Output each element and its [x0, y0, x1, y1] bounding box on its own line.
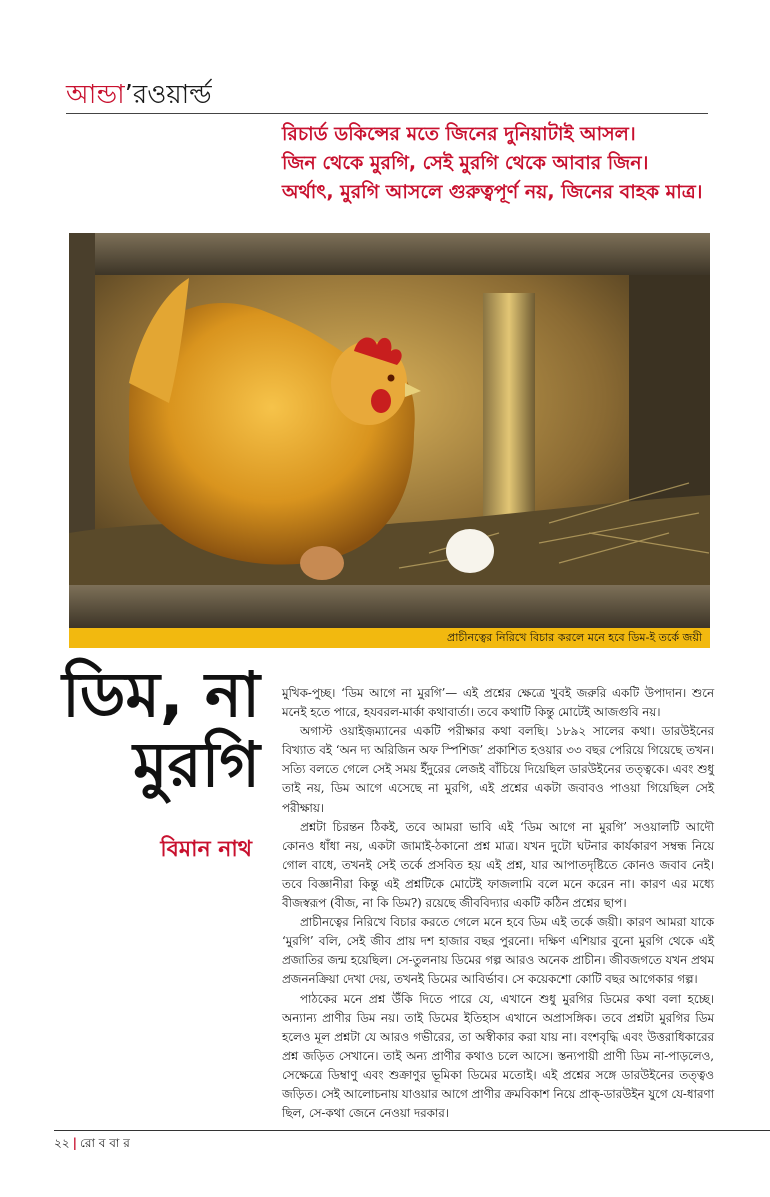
article-paragraph: প্রশ্নটা চিরন্তন ঠিকই, তবে আমরা ভাবি এই ‘ডিম আগে না মুরগি’ সওয়ালটি আদৌ কোনও ধাঁধা নয়, একটা জামাই-ঠকানো প্রশ্ন মাত্র। যখন দুটো ঘটনার কার্যকারণ সম্বন্ধ নিয়ে গোল বাধে, তখনই সেই তর্কে প্রসবিত হয় এই প্রশ্ন, যার আপাতদৃষ্টিতে কোনও জবাব নেই। তবে বিজ্ঞানীরা কিন্তু এই প্রশ্নটিকে মোটেই ফাজলামি বলে মনে করেন না। কারণ এর মধ্যে বীজস্বরূপ (বীজ, না কি ডিম?) রয়েছে জীববিদ্যার একটি কঠিন প্রশ্নের ছাপ। — [282, 819, 714, 911]
page-number: ২২ — [54, 1136, 70, 1150]
article-paragraph: অগাস্ট ওয়াইজ়ম্যানের একটি পরীক্ষার কথা বলছি। ১৮৯২ সালের কথা। ডারউইনের বিখ্যাত বই ‘অন দ্য অরিজিন অফ স্পিশিজ’ প্রকাশিত হওয়ার ৩৩ বছর পেরিয়ে গিয়েছে তখন। সত্যি বলতে গেলে সেই সময় ইঁদুরের লেজই বাঁচিয়ে দিয়েছিল ডারউইনের তত্ত্বকে। এবং শুধু তাই নয়, ডিম আগে এসেছে না মুরগি, এই প্রশ্নের একটা জবাবও পাওয়া গিয়েছিল সেই পরীক্ষায়। — [282, 724, 714, 815]
pull-quote-line: জিন থেকে মুরগি, সেই মুরগি থেকে আবার জিন। — [282, 152, 649, 174]
article-paragraph: পাঠকের মনে প্রশ্ন উঁকি দিতে পারে যে, এখানে শুধু মুরগির ডিমের কথা বলা হচ্ছে। অন্যান্য প্রাণীর ডিম নয়। তাই ডিমের ইতিহাস এখানে অপ্রাসঙ্গিক। তবে প্রশ্নটা মুরগির ডিম হলেও মূল প্রশ্নটা যে আরও গভীরের, তা অস্বীকার করা যায় না। বংশবৃদ্ধি এবং উত্তরাধিকারের প্রশ্ন জড়িত সেখানে। তাই অন্য প্রাণীর কথাও চলে আসে। স্তন্যপায়ী প্রাণী ডিম না-পাড়লেও, সেক্ষেত্রে ডিম্বাণু এবং শুক্রাণুর ভূমিকা ডিমের মতোই। এই প্রশ্নের সঙ্গে ডারউইনের তত্ত্বও জড়িত। সেই আলোচনায় যাওয়ার আগে প্রাণীর ক্রমবিকাশ নিয়ে প্রাক্-ডারউইন যুগে যে-ধারণা ছিল, সে-কথা জেনে নেওয়া দরকার। — [282, 991, 714, 1121]
pull-quote-line: রিচার্ড ডকিন্সের মতে জিনের দুনিয়াটাই আসল। — [282, 123, 636, 145]
hen-photo — [69, 233, 710, 628]
article-paragraph: প্রাচীনত্বের নিরিখে বিচার করতে গেলে মনে হবে ডিম এই তর্কে জয়ী। কারণ আমরা যাকে ‘মুরগি’ বলি, সেই জীব প্রায় দশ হাজার বছর পুরনো। দক্ষিণ এশিয়ার বুনো মুরগি থেকে এই প্রজাতির জন্ম হয়েছিল। সে-তুলনায় ডিমের গল্প আরও অনেক প্রাচীন। জীবজগতে যখন প্রথম প্রজননক্রিয়া দেখা দেয়, তখনই ডিমের আবির্ভাব। সে কয়েকশো কোটি বছর আগেকার গল্প। — [282, 915, 714, 987]
caption-bar — [69, 628, 710, 648]
pull-quote — [282, 120, 722, 207]
pull-quote-line: অর্থাৎ, মুরগি আসলে গুরুত্বপূর্ণ নয়, জিনের বাহক মাত্র। — [282, 181, 703, 203]
article-body — [282, 684, 714, 1123]
photo-caption: প্রাচীনত্বের নিরিখে বিচার করলে মনে হবে ডিম-ই তর্কে জয়ী — [447, 631, 702, 644]
section-label-part2: ’রওয়ার্ল্ড — [124, 80, 212, 110]
header-rule — [66, 113, 708, 114]
magazine-name: রো ব বা র — [80, 1136, 130, 1150]
section-label — [66, 78, 212, 112]
headline — [60, 660, 260, 800]
folio-separator: | — [72, 1136, 77, 1150]
headline-line2: মুরগি — [133, 728, 260, 801]
hen-on-nest-illustration — [69, 233, 710, 628]
section-label-part1: আন্ডা — [66, 80, 125, 110]
article-paragraph: মুখিক-পুচ্ছ। ‘ডিম আগে না মুরগি’— এই প্রশ্নের ক্ষেত্রে খুবই জরুরি একটি উপাদান। শুনে মনেই হতে পারে, হযবরল-মার্কা কথাবার্তা। তবে কথাটি কিন্তু মোটেই আজগুবি নয়। — [282, 686, 714, 720]
footer-rule — [54, 1130, 770, 1131]
byline: বিমান নাথ — [160, 837, 252, 862]
headline-line1: ডিম, না — [62, 658, 260, 731]
folio — [54, 1134, 130, 1152]
